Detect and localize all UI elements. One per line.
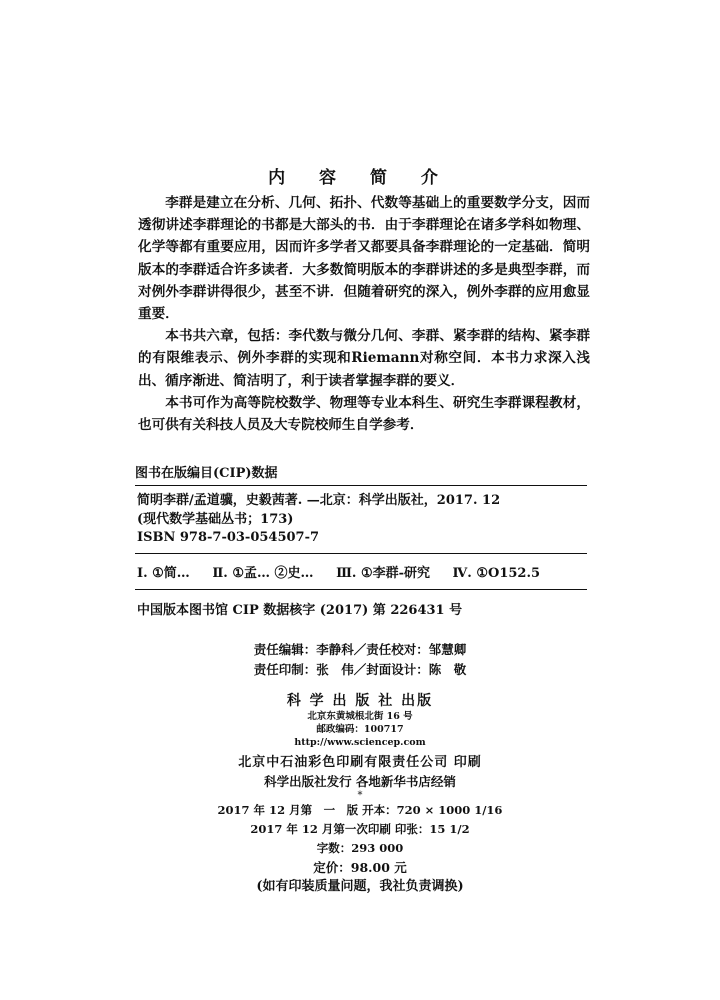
cip-class-item: Ⅱ. ①孟… ②史… — [212, 565, 314, 581]
summary-paragraph: 本书可作为高等院校数学、物理等专业本科生、研究生李群课程教材，也可供有关科技人员及大专院校师生自学参考． — [138, 394, 590, 434]
page-title: 内 容 简 介 — [268, 168, 452, 188]
quality-notice: (如有印装质量问题，我社负责调换) — [256, 879, 464, 894]
staff-line: 责任印制：张 伟／封面设计：陈 敬 — [253, 662, 467, 677]
cip-title-line: 简明李群/孟道骥，史毅茜著. —北京：科学出版社，2017. 12 — [137, 493, 501, 508]
wordcount-line: 字数：293 000 — [316, 841, 404, 855]
publisher-address: 北京东黄城根北街 16 号 — [307, 711, 413, 722]
cip-classification — [135, 554, 587, 590]
cip-verify-line: 中国版本图书馆 CIP 数据核字 (2017) 第 226431 号 — [137, 602, 463, 618]
price-line: 定价：98.00 元 — [313, 860, 407, 875]
cip-series-line: (现代数学基础丛书；173) — [137, 511, 294, 527]
cip-record — [135, 486, 587, 554]
cip-class-item: Ⅲ. ①李群-研究 — [336, 565, 430, 581]
distribution-line: 科学出版社发行 各地新华书店经销 — [264, 774, 456, 789]
summary-paragraph: 李群是建立在分析、几何、拓扑、代数等基础上的重要数学分支，因而透彻讲述李群理论的书都是大部头的书．由于李群理论在诸多学科如物理、化学等都有重要应用，因而许多学者又都要具备李群理论的一定基础．简明版本的李群适合许多读者．大多数简明版本的李群讲述的多是典型李群，而对例外李群讲得很少，甚至不讲．但随着研究的深入，例外李群的应用愈显重要． — [138, 195, 590, 323]
printing-line: 2017 年 12 月第一次印刷 印张：15 1/2 — [250, 822, 470, 836]
publisher-url: http://www.sciencep.com — [294, 737, 426, 748]
separator-star: * — [357, 790, 363, 801]
cip-data-block — [135, 462, 587, 625]
cip-class-item: Ⅳ. ①O152.5 — [452, 565, 541, 581]
summary-paragraph: 本书共六章，包括：李代数与微分几何、李群、紧李群的结构、紧李群的有限维表示、例外李群的实现和Riemann对称空间．本书力求深入浅出、循序渐进、简洁明了，利于读者掌握李群的要义． — [138, 328, 590, 389]
cip-class-item: Ⅰ. ①简… — [137, 565, 190, 581]
staff-credits — [0, 640, 720, 680]
publisher-postcode: 邮政编码：100717 — [316, 724, 404, 735]
content-summary — [138, 192, 590, 436]
cip-header: 图书在版编目(CIP)数据 — [135, 462, 587, 486]
publisher-info — [0, 690, 720, 897]
publisher-name: 科 学 出 版 社 出版 — [286, 693, 434, 709]
edition-line: 2017 年 12 月第 一 版 开本：720 × 1000 1/16 — [217, 803, 503, 817]
staff-line: 责任编辑：李静科／责任校对：邹慧卿 — [253, 642, 467, 657]
printer-line: 北京中石油彩色印刷有限责任公司 印刷 — [238, 755, 482, 770]
cip-isbn-line: ISBN 978-7-03-054507-7 — [137, 530, 320, 545]
